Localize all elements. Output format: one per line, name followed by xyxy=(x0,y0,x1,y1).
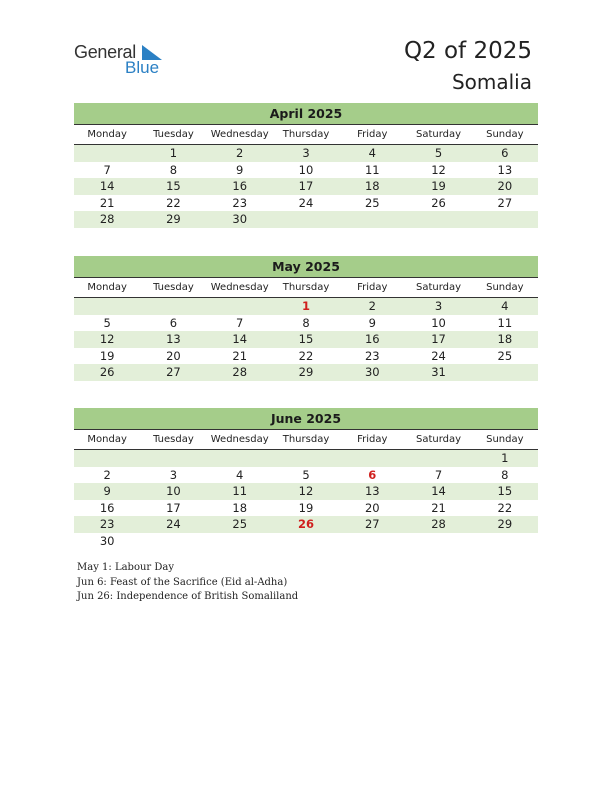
logo-text-blue: Blue xyxy=(125,58,160,77)
day-cell: 22 xyxy=(497,500,513,515)
empty-day-cell xyxy=(339,211,405,228)
day-cell: 20 xyxy=(166,348,181,363)
day-cell: 8 xyxy=(169,162,178,177)
week-row xyxy=(74,450,538,467)
month-title: May 2025 xyxy=(74,256,538,278)
month-title: June 2025 xyxy=(74,408,538,430)
weekday-header-row xyxy=(74,125,538,145)
week-row xyxy=(74,364,538,381)
day-cell: 23 xyxy=(99,517,115,531)
day-cell: 9 xyxy=(103,484,111,498)
day-cell: 18 xyxy=(497,332,513,346)
weekday-header-row xyxy=(74,430,538,450)
day-cell: 25 xyxy=(497,348,513,363)
weekday-label: Sunday xyxy=(486,129,524,140)
month-calendar xyxy=(74,256,538,381)
week-row xyxy=(74,162,538,179)
day-cell: 7 xyxy=(236,315,244,330)
empty-day-cell xyxy=(273,533,339,550)
day-cell: 14 xyxy=(431,484,446,498)
empty-day-cell xyxy=(472,211,538,228)
empty-day-cell xyxy=(74,298,140,315)
day-cell: 17 xyxy=(298,179,314,193)
day-cell: 15 xyxy=(497,484,513,498)
holiday-note: Jun 6: Feast of the Sacrifice (Eid al-Adha) xyxy=(77,576,288,588)
weekday-label: Friday xyxy=(357,434,388,445)
day-cell: 19 xyxy=(99,348,115,363)
weekday-label: Tuesday xyxy=(153,282,194,293)
day-cell: 28 xyxy=(99,212,115,226)
day-cell: 29 xyxy=(298,365,314,379)
day-cell: 2 xyxy=(368,299,376,313)
day-cell: 5 xyxy=(434,146,443,160)
empty-day-cell xyxy=(207,298,273,315)
day-cell: 27 xyxy=(364,517,380,531)
empty-day-cell xyxy=(405,450,471,467)
weekday-label: Wednesday xyxy=(210,129,269,140)
week-row xyxy=(74,178,538,195)
day-cell: 11 xyxy=(497,315,513,330)
empty-day-cell xyxy=(339,450,405,467)
day-cell: 25 xyxy=(232,517,248,531)
weekday-label: Monday xyxy=(87,129,127,140)
week-row xyxy=(74,348,538,365)
day-cell: 19 xyxy=(298,500,314,515)
day-cell: 2 xyxy=(236,146,244,160)
weekday-label: Monday xyxy=(87,282,127,293)
holiday-day-cell: 6 xyxy=(368,467,377,482)
day-cell: 7 xyxy=(103,162,111,177)
day-cell: 5 xyxy=(103,315,111,330)
week-row xyxy=(74,467,538,484)
week-row xyxy=(74,145,538,162)
weekday-label: Saturday xyxy=(416,129,462,140)
empty-day-cell xyxy=(140,450,206,467)
empty-day-cell xyxy=(405,211,471,228)
weekday-label: Sunday xyxy=(486,282,524,293)
day-cell: 10 xyxy=(298,162,314,177)
day-cell: 31 xyxy=(431,365,446,379)
weekday-label: Friday xyxy=(357,129,388,140)
week-row xyxy=(74,533,538,550)
weekday-label: Tuesday xyxy=(153,434,194,445)
day-cell: 22 xyxy=(166,195,181,210)
day-cell: 17 xyxy=(431,332,446,346)
day-cell: 4 xyxy=(236,467,244,482)
weekday-label: Tuesday xyxy=(153,129,194,140)
day-cell: 30 xyxy=(99,533,115,548)
day-cell: 16 xyxy=(99,500,115,515)
day-cell: 27 xyxy=(497,195,513,210)
day-cell: 29 xyxy=(166,212,181,226)
day-cell: 24 xyxy=(166,517,181,531)
holiday-notes xyxy=(77,561,298,605)
day-cell: 25 xyxy=(364,195,380,210)
day-cell: 29 xyxy=(497,517,513,531)
day-cell: 4 xyxy=(368,146,376,160)
page-title: Q2 of 2025 xyxy=(403,38,532,64)
holiday-day-cell: 26 xyxy=(297,517,314,531)
day-cell: 13 xyxy=(166,332,181,346)
holiday-day-cell: 1 xyxy=(301,299,310,313)
day-cell: 3 xyxy=(169,467,178,482)
day-cell: 4 xyxy=(501,299,509,313)
day-cell: 3 xyxy=(302,146,310,160)
weekday-label: Monday xyxy=(87,434,127,445)
day-cell: 10 xyxy=(166,484,181,498)
day-cell: 7 xyxy=(434,467,443,482)
day-cell: 1 xyxy=(169,146,178,160)
day-cell: 19 xyxy=(431,179,446,193)
day-cell: 26 xyxy=(431,195,446,210)
day-cell: 23 xyxy=(364,348,380,363)
day-cell: 28 xyxy=(431,517,446,531)
logo-text-general: General xyxy=(74,42,136,62)
generalblue-logo xyxy=(74,42,184,78)
empty-day-cell xyxy=(74,450,140,467)
day-cell: 13 xyxy=(364,484,380,498)
day-cell: 28 xyxy=(232,365,248,379)
empty-day-cell xyxy=(74,145,140,162)
holiday-note: Jun 26: Independence of British Somaliland xyxy=(77,591,299,602)
day-cell: 9 xyxy=(236,162,244,177)
day-cell: 3 xyxy=(434,299,443,313)
day-cell: 16 xyxy=(232,179,248,193)
empty-day-cell xyxy=(472,364,538,381)
weekday-label: Wednesday xyxy=(210,434,269,445)
month-calendar xyxy=(74,408,538,549)
day-cell: 24 xyxy=(431,348,446,363)
weekday-label: Saturday xyxy=(416,282,462,293)
week-row xyxy=(74,195,538,212)
week-row xyxy=(74,483,538,500)
day-cell: 21 xyxy=(431,500,446,515)
day-cell: 27 xyxy=(166,365,181,379)
day-cell: 18 xyxy=(364,179,380,193)
day-cell: 14 xyxy=(99,179,115,193)
day-cell: 20 xyxy=(497,179,513,193)
day-cell: 16 xyxy=(364,332,380,346)
day-cell: 2 xyxy=(103,467,111,482)
weekday-header-row xyxy=(74,278,538,298)
day-cell: 22 xyxy=(298,348,314,363)
weekday-label: Sunday xyxy=(486,434,524,445)
day-cell: 12 xyxy=(99,332,115,346)
empty-day-cell xyxy=(207,450,273,467)
day-cell: 1 xyxy=(501,451,509,465)
weekday-label: Wednesday xyxy=(210,282,269,293)
week-row xyxy=(74,298,538,315)
day-cell: 30 xyxy=(232,212,248,226)
day-cell: 6 xyxy=(501,146,509,160)
day-cell: 11 xyxy=(364,162,380,177)
empty-day-cell xyxy=(339,533,405,550)
day-cell: 17 xyxy=(166,500,181,515)
empty-day-cell xyxy=(207,533,273,550)
empty-day-cell xyxy=(405,533,471,550)
day-cell: 11 xyxy=(232,484,248,498)
weekday-label: Thursday xyxy=(282,434,330,445)
day-cell: 12 xyxy=(431,162,446,177)
weekday-label: Thursday xyxy=(282,129,330,140)
day-cell: 23 xyxy=(232,195,248,210)
week-row xyxy=(74,315,538,332)
day-cell: 21 xyxy=(232,348,248,363)
empty-day-cell xyxy=(140,298,206,315)
day-cell: 9 xyxy=(368,315,376,330)
week-row xyxy=(74,500,538,517)
day-cell: 14 xyxy=(232,332,248,346)
weekday-label: Friday xyxy=(357,282,388,293)
day-cell: 8 xyxy=(302,315,310,330)
day-cell: 20 xyxy=(364,500,380,515)
day-cell: 15 xyxy=(166,179,181,193)
day-cell: 13 xyxy=(497,162,513,177)
week-row xyxy=(74,211,538,228)
empty-day-cell xyxy=(273,450,339,467)
holiday-note: May 1: Labour Day xyxy=(77,562,174,573)
week-row xyxy=(74,331,538,348)
empty-day-cell xyxy=(273,211,339,228)
week-row xyxy=(74,516,538,533)
day-cell: 15 xyxy=(298,332,314,346)
day-cell: 6 xyxy=(169,315,178,330)
day-cell: 12 xyxy=(298,484,314,498)
month-calendar xyxy=(74,103,538,228)
day-cell: 24 xyxy=(298,195,314,210)
day-cell: 18 xyxy=(232,500,248,515)
country-name: Somalia xyxy=(451,70,532,94)
day-cell: 21 xyxy=(99,195,115,210)
day-cell: 10 xyxy=(431,315,446,330)
day-cell: 26 xyxy=(99,365,115,379)
weekday-label: Thursday xyxy=(282,282,330,293)
weekday-label: Saturday xyxy=(416,434,462,445)
empty-day-cell xyxy=(472,533,538,550)
empty-day-cell xyxy=(140,533,206,550)
month-title: April 2025 xyxy=(74,103,538,125)
day-cell: 30 xyxy=(364,365,380,379)
day-cell: 5 xyxy=(302,467,310,482)
day-cell: 8 xyxy=(501,467,509,482)
